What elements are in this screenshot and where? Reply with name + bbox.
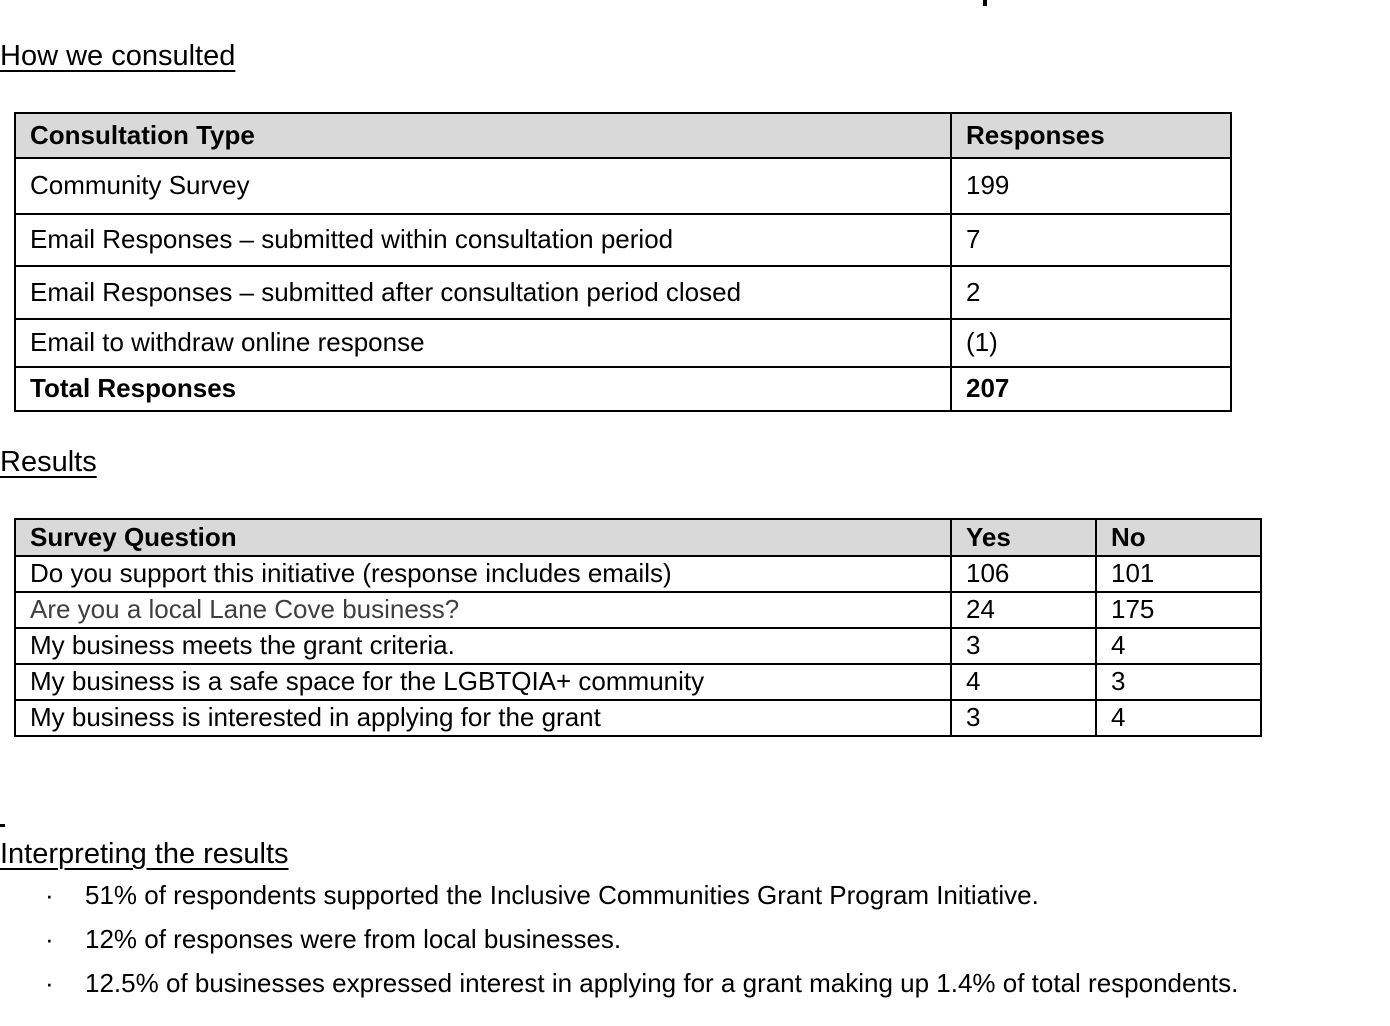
bullet-icon: ·	[45, 924, 54, 954]
survey-question-cell: My business is a safe space for the LGBTQIA+ community	[15, 664, 951, 700]
bullet-icon: ·	[45, 880, 54, 910]
table-row	[15, 592, 1261, 628]
responses-cell: 199	[951, 158, 1231, 214]
heading-interpreting-the-results: Interpreting the results	[0, 838, 289, 870]
table-row	[15, 266, 1231, 319]
list-item	[0, 968, 1390, 1000]
bullet-icon: ·	[45, 968, 54, 998]
no-cell: 101	[1096, 556, 1261, 592]
total-value-cell: 207	[951, 367, 1231, 411]
responses-cell: 7	[951, 214, 1231, 266]
yes-cell: 3	[951, 700, 1096, 736]
bullet-text: 12.5% of businesses expressed interest in applying for a grant making up 1.4% of total respondents.	[85, 968, 1239, 998]
yes-cell: 24	[951, 592, 1096, 628]
total-responses-row	[15, 367, 1231, 411]
consultation-table-header-row	[15, 113, 1231, 158]
no-header: No	[1096, 519, 1261, 556]
bullet-text: 12% of responses were from local businesses.	[85, 924, 622, 954]
table-row	[15, 700, 1261, 736]
heading-results: Results	[0, 446, 97, 478]
table-row	[15, 319, 1231, 367]
no-cell: 4	[1096, 700, 1261, 736]
survey-question-cell: Are you a local Lane Cove business?	[15, 592, 951, 628]
yes-header: Yes	[951, 519, 1096, 556]
table-row	[15, 158, 1231, 214]
responses-header: Responses	[951, 113, 1231, 158]
table-row	[15, 214, 1231, 266]
consultation-type-header: Consultation Type	[15, 113, 951, 158]
survey-question-cell: My business meets the grant criteria.	[15, 628, 951, 664]
bullet-text: 51% of respondents supported the Inclusive Communities Grant Program Initiative.	[85, 880, 1039, 910]
table-row	[15, 628, 1261, 664]
yes-cell: 106	[951, 556, 1096, 592]
consultation-table	[14, 112, 1232, 412]
list-item	[0, 924, 1390, 956]
survey-question-cell: Do you support this initiative (response includes emails)	[15, 556, 951, 592]
survey-question-cell: My business is interested in applying for the grant	[15, 700, 951, 736]
total-label-cell: Total Responses	[15, 367, 951, 411]
consultation-type-cell: Community Survey	[15, 158, 951, 214]
clipped-text-fragment	[983, 0, 987, 6]
results-table-header-row	[15, 519, 1261, 556]
responses-cell: (1)	[951, 319, 1231, 367]
table-row	[15, 556, 1261, 592]
consultation-type-cell: Email Responses – submitted after consultation period closed	[15, 266, 951, 319]
no-cell: 175	[1096, 592, 1261, 628]
responses-cell: 2	[951, 266, 1231, 319]
list-item	[0, 880, 1390, 912]
yes-cell: 3	[951, 628, 1096, 664]
table-row	[15, 664, 1261, 700]
no-cell: 4	[1096, 628, 1261, 664]
yes-cell: 4	[951, 664, 1096, 700]
survey-question-header: Survey Question	[15, 519, 951, 556]
consultation-type-cell: Email to withdraw online response	[15, 319, 951, 367]
empty-underline-fragment	[0, 824, 5, 827]
consultation-type-cell: Email Responses – submitted within consultation period	[15, 214, 951, 266]
results-table	[14, 518, 1262, 737]
heading-how-we-consulted: How we consulted	[0, 40, 236, 72]
no-cell: 3	[1096, 664, 1261, 700]
